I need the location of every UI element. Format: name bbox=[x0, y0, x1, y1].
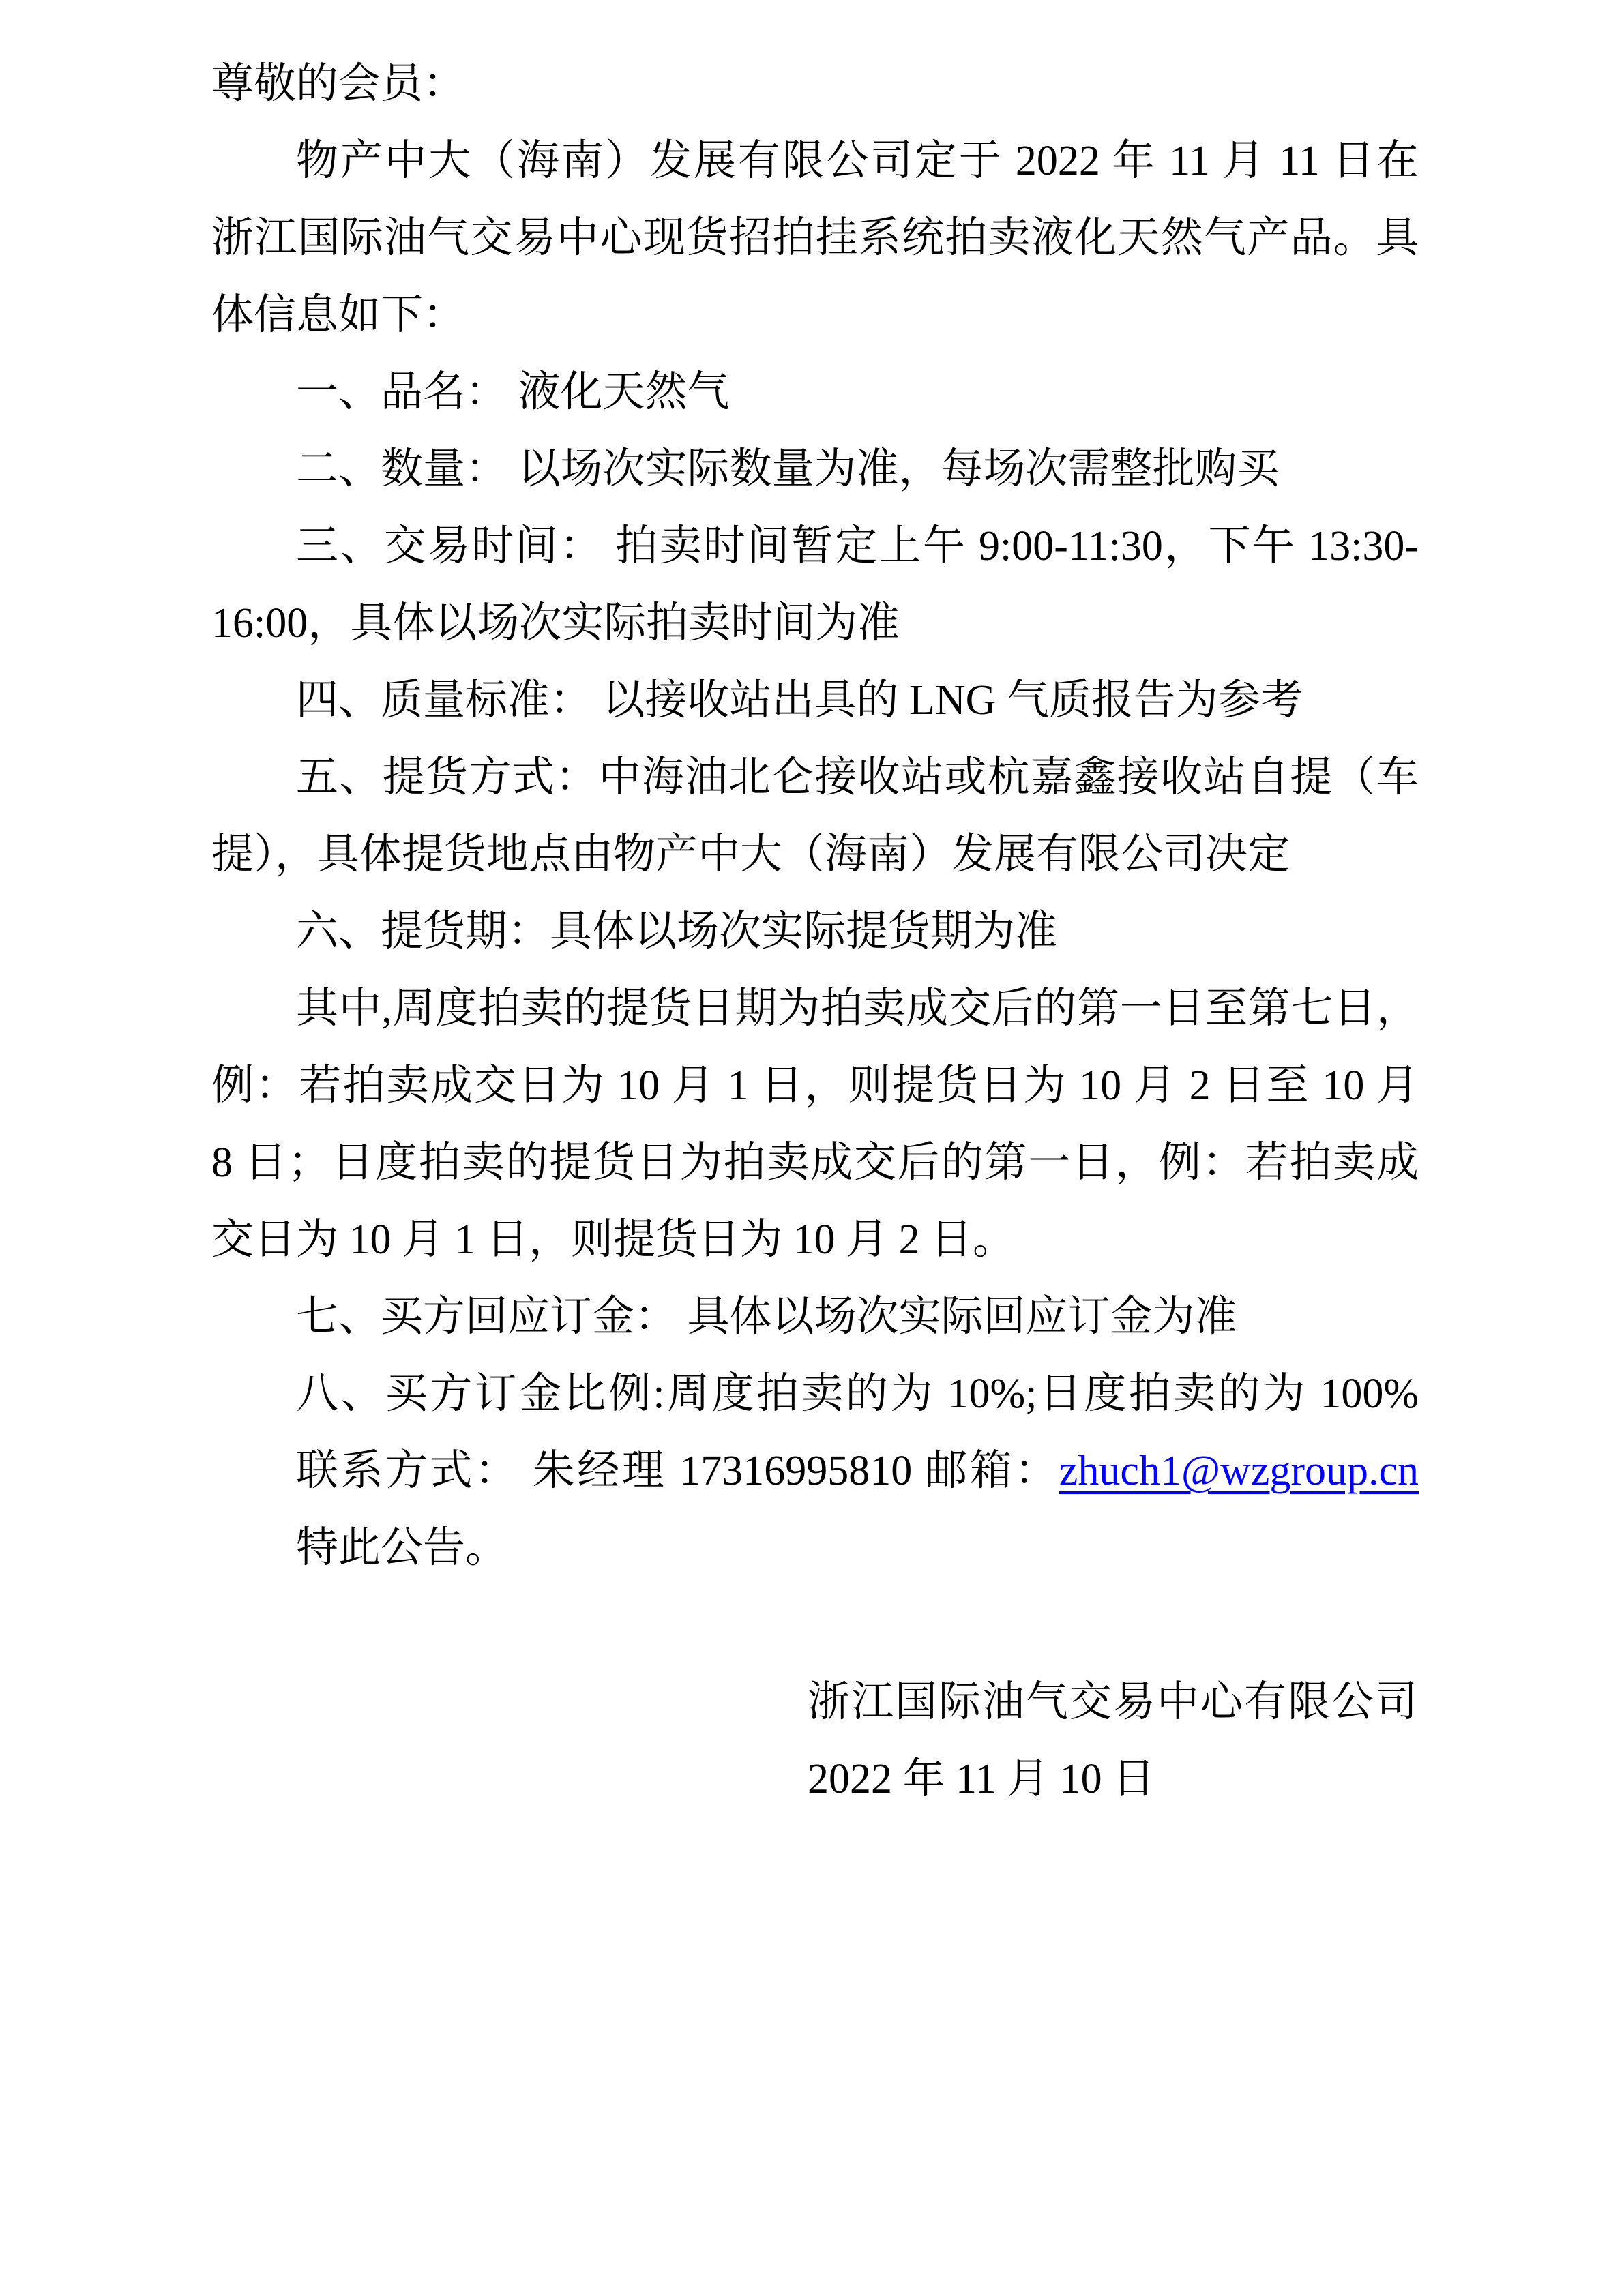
item2-quantity-line: 二、数量： 以场次实际数量为准，每场次需整批购买 bbox=[296, 446, 1280, 492]
item3-time-line-1: 三、交易时间： 拍卖时间暂定上午 9:00-11:30，下午 13:30- bbox=[296, 523, 1419, 569]
email-link[interactable]: zhuch1@wzgroup.cn bbox=[1059, 1448, 1419, 1494]
item6-period-line: 六、提货期：具体以场次实际提货期为准 bbox=[296, 908, 1058, 955]
period-note-line-2: 例：若拍卖成交日为 10 月 1 日，则提货日为 10 月 2 日至 10 月 bbox=[211, 1062, 1419, 1109]
item4-quality-line: 四、质量标准： 以接收站出具的 LNG 气质报告为参考 bbox=[296, 677, 1303, 724]
contact-line bbox=[211, 1433, 1419, 1510]
signature-company: 浙江国际油气交易中心有限公司 bbox=[807, 1679, 1419, 1725]
announcement-body bbox=[211, 46, 1419, 1818]
item7-deposit-line: 七、买方回应订金： 具体以场次实际回应订金为准 bbox=[296, 1294, 1237, 1340]
signature-date: 2022 年 11 月 10 日 bbox=[807, 1756, 1155, 1802]
period-note-line-1: 其中,周度拍卖的提货日期为拍卖成交后的第一日至第七日， bbox=[296, 985, 1419, 1032]
item5-pickup-line-2: 提），具体提货地点由物产中大（海南）发展有限公司决定 bbox=[211, 831, 1290, 878]
item5-pickup-line-1: 五、提货方式：中海油北仑接收站或杭嘉鑫接收站自提（车 bbox=[296, 754, 1419, 801]
item1-product-line: 一、品名： 液化天然气 bbox=[296, 369, 730, 415]
closing-line: 特此公告。 bbox=[296, 1525, 508, 1571]
intro-line-3: 体信息如下： bbox=[211, 292, 466, 338]
period-note-line-3: 8 日；日度拍卖的提货日为拍卖成交后的第一日，例：若拍卖成 bbox=[211, 1139, 1419, 1186]
blank-spacer bbox=[211, 1587, 1419, 1664]
item8-ratio-line: 八、买方订金比例:周度拍卖的为 10%;日度拍卖的为 100% bbox=[296, 1371, 1419, 1417]
period-note-line-4: 交日为 10 月 1 日，则提货日为 10 月 2 日。 bbox=[211, 1217, 1016, 1263]
salutation-line: 尊敬的会员： bbox=[211, 61, 466, 107]
intro-line-1: 物产中大（海南）发展有限公司定于 2022 年 11 月 11 日在 bbox=[296, 138, 1419, 184]
item3-time-line-2: 16:00，具体以场次实际拍卖时间为准 bbox=[211, 600, 900, 646]
contact-info-text: 联系方式： 朱经理 17316995810 邮箱： bbox=[296, 1448, 1059, 1494]
intro-line-2: 浙江国际油气交易中心现货招拍挂系统拍卖液化天然气产品。具 bbox=[211, 215, 1419, 261]
signature-block bbox=[808, 1664, 1419, 1818]
